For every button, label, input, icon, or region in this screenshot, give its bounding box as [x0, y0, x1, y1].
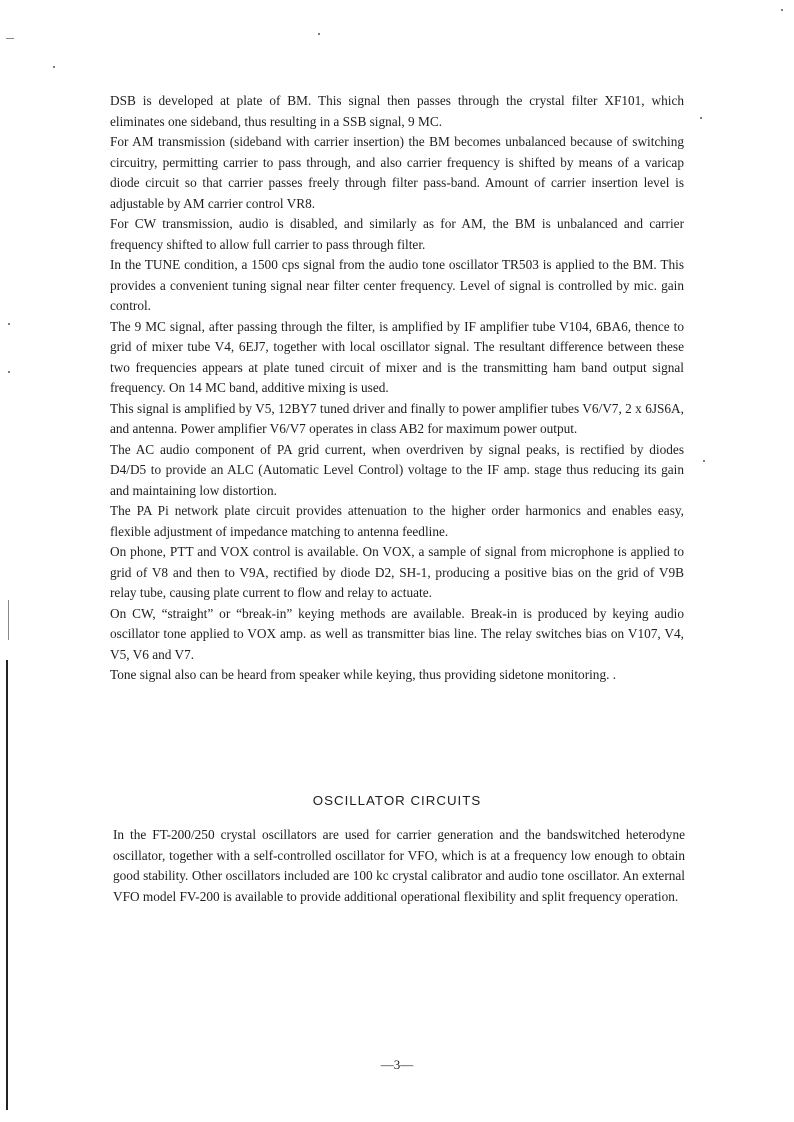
paragraph-cw-keying: On CW, “straight” or “break-in” keying methods are available. Break-in is produced by keying audio oscillator tone applied to VOX amp. as well as transmitter bias line. The relay switches bias on V107, V4, V5, V6 and V7.	[110, 605, 684, 662]
paragraph-power-amplifier: This signal is amplified by V5, 12BY7 tuned driver and finally to power amplifier tubes V6/V7, 2 x 6JS6A, and antenna. Power amplifier V6/V7 operates in class AB2 for maximum power output.	[110, 400, 684, 436]
paragraph-oscillator-circuits: In the FT-200/250 crystal oscillators are used for carrier generation and the bandswitched heterodyne oscillator, together with a self-controlled oscillator for VFO, which is at a frequency low enough to obtain good stability. Other oscillators included are 100 kc crystal calibrator and audio tone oscillator. An external VFO model FV-200 is available to provide additional operational flexibility and split frequency operation.	[113, 827, 685, 904]
main-text	[110, 91, 684, 686]
scan-speck	[781, 9, 783, 11]
scan-edge-mark	[6, 38, 14, 39]
paragraph-dsb: DSB is developed at plate of BM. This signal then passes through the crystal filter XF101, which eliminates one sideband, thus resulting in a SSB signal, 9 MC.	[110, 93, 684, 129]
scan-speck	[8, 371, 10, 373]
paragraph-vox: On phone, PTT and VOX control is available. On VOX, a sample of signal from microphone is applied to grid of V8 and then to V9A, rectified by diode D2, SH-1, producing a positive bias on the grid of V9B relay tube, causing plate current to flow and relay to actuate.	[110, 544, 684, 600]
scan-speck	[53, 66, 55, 68]
paragraph-sidetone: Tone signal also can be heard from speaker while keying, thus providing sidetone monitoring. .	[110, 667, 617, 682]
paragraph-am-transmission: For AM transmission (sideband with carrier insertion) the BM becomes unbalanced because of switching circuitry, permitting carrier to pass through, and also carrier frequency is shifted by means of a varicap diode circuit so that carrier passes freely through filter pass-band. Amount of carrier insertion level is adjustable by AM carrier control VR8.	[110, 134, 684, 211]
scan-speck	[318, 33, 320, 35]
scan-edge-mark	[6, 660, 8, 1110]
scan-speck	[703, 460, 705, 462]
scan-speck	[8, 323, 10, 325]
paragraph-cw-transmission: For CW transmission, audio is disabled, and similarly as for AM, the BM is unbalanced and carrier frequency shifted to allow full carrier to pass through filter.	[110, 216, 684, 252]
scan-edge-mark	[8, 600, 9, 640]
section-text	[113, 825, 685, 907]
section-heading: OSCILLATOR CIRCUITS	[312, 793, 482, 808]
scan-speck	[700, 117, 702, 119]
paragraph-9mc-signal: The 9 MC signal, after passing through the filter, is amplified by IF amplifier tube V104, 6BA6, thence to grid of mixer tube V4, 6EJ7, together with local oscillator signal. The resultant difference between these two frequencies appears at plate tuned circuit of mixer and is the transmitting ham band output signal frequency. On 14 MC band, additive mixing is used.	[110, 318, 684, 395]
paragraph-pi-network: The PA Pi network plate circuit provides attenuation to the higher order harmonics and enables easy, flexible adjustment of impedance matching to antenna feedline.	[110, 503, 684, 539]
paragraph-tune-condition: In the TUNE condition, a 1500 cps signal from the audio tone oscillator TR503 is applied to the BM. This provides a convenient tuning signal near filter center frequency. Level of signal is controlled by mic. gain control.	[110, 257, 684, 313]
page-number: —3—	[380, 1057, 414, 1072]
paragraph-alc: The AC audio component of PA grid current, when overdriven by signal peaks, is rectified by diodes D4/D5 to provide an ALC (Automatic Level Control) voltage to the IF amp. stage thus reducing its gain and maintaining low distortion.	[110, 441, 684, 498]
